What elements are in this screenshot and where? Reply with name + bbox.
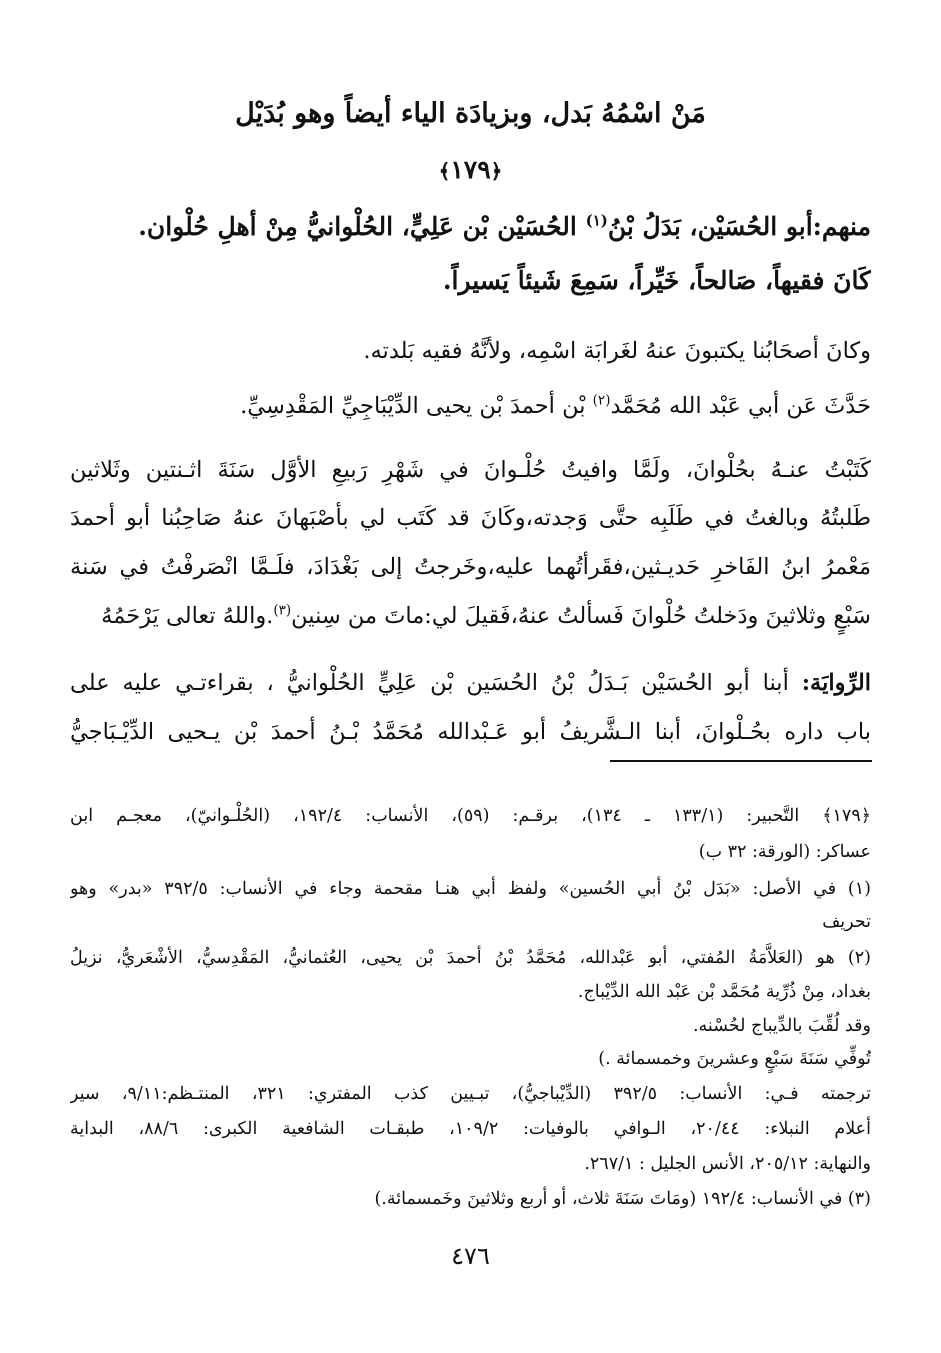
footnote-ref-2: (٢) — [592, 392, 611, 409]
entry-description-line: كَانَ فقيهاً، صَالحاً، خَيِّراً، سَمِعَ شَيئاً يَسيراً. — [442, 266, 871, 295]
body-line-6: سَبْعٍ وثلاثينَ ودَخلتُ حُلْوانَ فَسألتُ عنهُ،فَقيلَ لي:ماتَ من سِنين$^{(٣)}$.واللهُ تعالى يَرْحَمُهُ — [101, 602, 871, 629]
footnote-separator — [610, 760, 872, 762]
riwaya-line-2: باب داره بحُـلْوانَ، أبنا الـشَّريفُ أبو عَـبْدالله مُحَمَّدُ بْـنُ أحمدَ بْن يـحيى الدِّيْـبَاجيُّ — [70, 719, 871, 745]
footnote-3-line-1: (٣) في الأنساب: ١٩٢/٤ (ومَاتَ سَنَةَ ثلاث، أو أربع وثلاثينَ وخَمسمائة.) — [374, 1189, 871, 1209]
body-line-2: حَدَّثَ عَن أبي عَبْد الله مُحَمَّد$^{(٢)}$ بْن أحمدَ بْن يحيى الدِّيْبَاجِيِّ المَقْدِسِيِّ. — [240, 392, 871, 419]
footnote-2-line-1: (٢) هو (العَلاَّمَةُ المُفتي، أبو عَبْدالله، مُحَمَّدُ بْنُ أحمدَ بْن يحيى، العُثمانيُّ، المَقْدِسيُّ، الأشْعَريُّ، نزيلُ — [70, 948, 871, 968]
footnote-1-line-1: (١) في الأصل: «بَدَل بْنُ أبي الحُسين» ولفظ أبي هنـا مقحمة وجاء في الأنساب: ٣٩٢/٥ «بدر» وهو — [70, 879, 871, 899]
ornament-left: ﴾ — [438, 159, 451, 183]
ornament-right: ﴿ — [490, 159, 503, 183]
page-number: ٤٧٦ — [451, 1242, 490, 1270]
footnote-2-line-3: وقد لُقِّبَ بالدِّيباج لحُسْنه. — [692, 1016, 871, 1036]
footnote-sources-line-1: ﴿١٧٩﴾ التَّحبير: (١٣٣/١ ـ ١٣٤)، برقـم: (٥٩)، الأنساب: ١٩٢/٤، (الحُلْـوانيّ)، معجـم ابن — [70, 806, 871, 826]
footnote-2-line-4: تُوفِّي سَنَةَ سَبْعٍ وعشرينَ وخمسمائة .) — [598, 1049, 871, 1069]
footnote-2-line-7: والنهاية: ٢٠٥/١٢، الأنس الجليل : ٢٦٧/١. — [584, 1154, 871, 1174]
entry-name-line: منهم:أبو الحُسَيْن، بَدَلُ بْنُ$^{(١)}$ الحُسَيْن بْن عَلِيٍّ، الحُلْوانيُّ مِنْ أهلِ حُلْوان. — [138, 211, 871, 241]
footnote-ref-3: (٣) — [273, 602, 292, 619]
footnote-sources-line-2: عساكر: (الورقة: ٣٢ ب) — [698, 842, 871, 862]
entry-number — [0, 150, 941, 190]
body-line-1: وكانَ أصحَابُنا يكتبونَ عنهُ لغَرابَة اسْمِه، ولأنَّهُ فقيه بَلدته. — [363, 338, 871, 364]
section-heading: مَنْ اسْمُهُ بَدل، وبزيادَة الياء أيضاً وهو بُدَيْل — [235, 98, 706, 129]
footnote-2-line-5: ترجمته فـي: الأنساب: ٣٩٢/٥ (الدِّيْباجيُّ)، تبـيين كذب المفتري: ٣٢١، المنتـظم:٩/١١، سير — [70, 1084, 871, 1104]
body-line-3: كَتَبْتُ عنـهُ بحُلْوانَ، ولَمَّا وافيتُ حُلْـوانَ في شَهْرِ رَبيعِ الأوَّل سَنَةَ اثـنتين وثَلاثين — [70, 457, 871, 483]
footnote-2-line-2: بغداد، مِنْ ذُرِّية مُحَمَّد بْن عَبْد الله الدِّيْباج. — [577, 982, 871, 1002]
entry-number-value: ١٧٩ — [450, 155, 491, 184]
body-line-4: طَلبتُهُ وبالغتُ في طَلَبِه حتَّى وَجدته،وكَانَ قد كَتَب لي بأصْبَهانَ عنهُ صَاحِبُنا أبو أحمدَ — [70, 505, 871, 531]
riwaya-label: الرِّوايَة: — [801, 670, 871, 696]
body-line-5: مَعْمرُ ابنُ الفَاخرِ حَديـثين،فقَرأتُهما عليه،وخَرجتُ إلى بَغْدَادَ، فلَـمَّا انْصَرفْتُ في سَنة — [70, 554, 871, 580]
footnote-1-line-2: تحريف — [822, 912, 871, 932]
footnote-2-line-6: أعلام النبلاء: ٢٠/٤٤، الـوافي بالوفيات: ١٠٩/٢، طبقـات الشافعية الكبرى: ٨٨/٦، البداية — [70, 1119, 871, 1139]
riwaya-line-1: الرِّوايَة: أبنا أبو الحُسَيْن بَـدَلُ بْنُ الحُسَين بْن عَلِيٍّ الحُلْوانيُّ ، بقراءتـي عليه على — [70, 670, 871, 696]
footnote-ref-1: (١) — [585, 211, 608, 230]
